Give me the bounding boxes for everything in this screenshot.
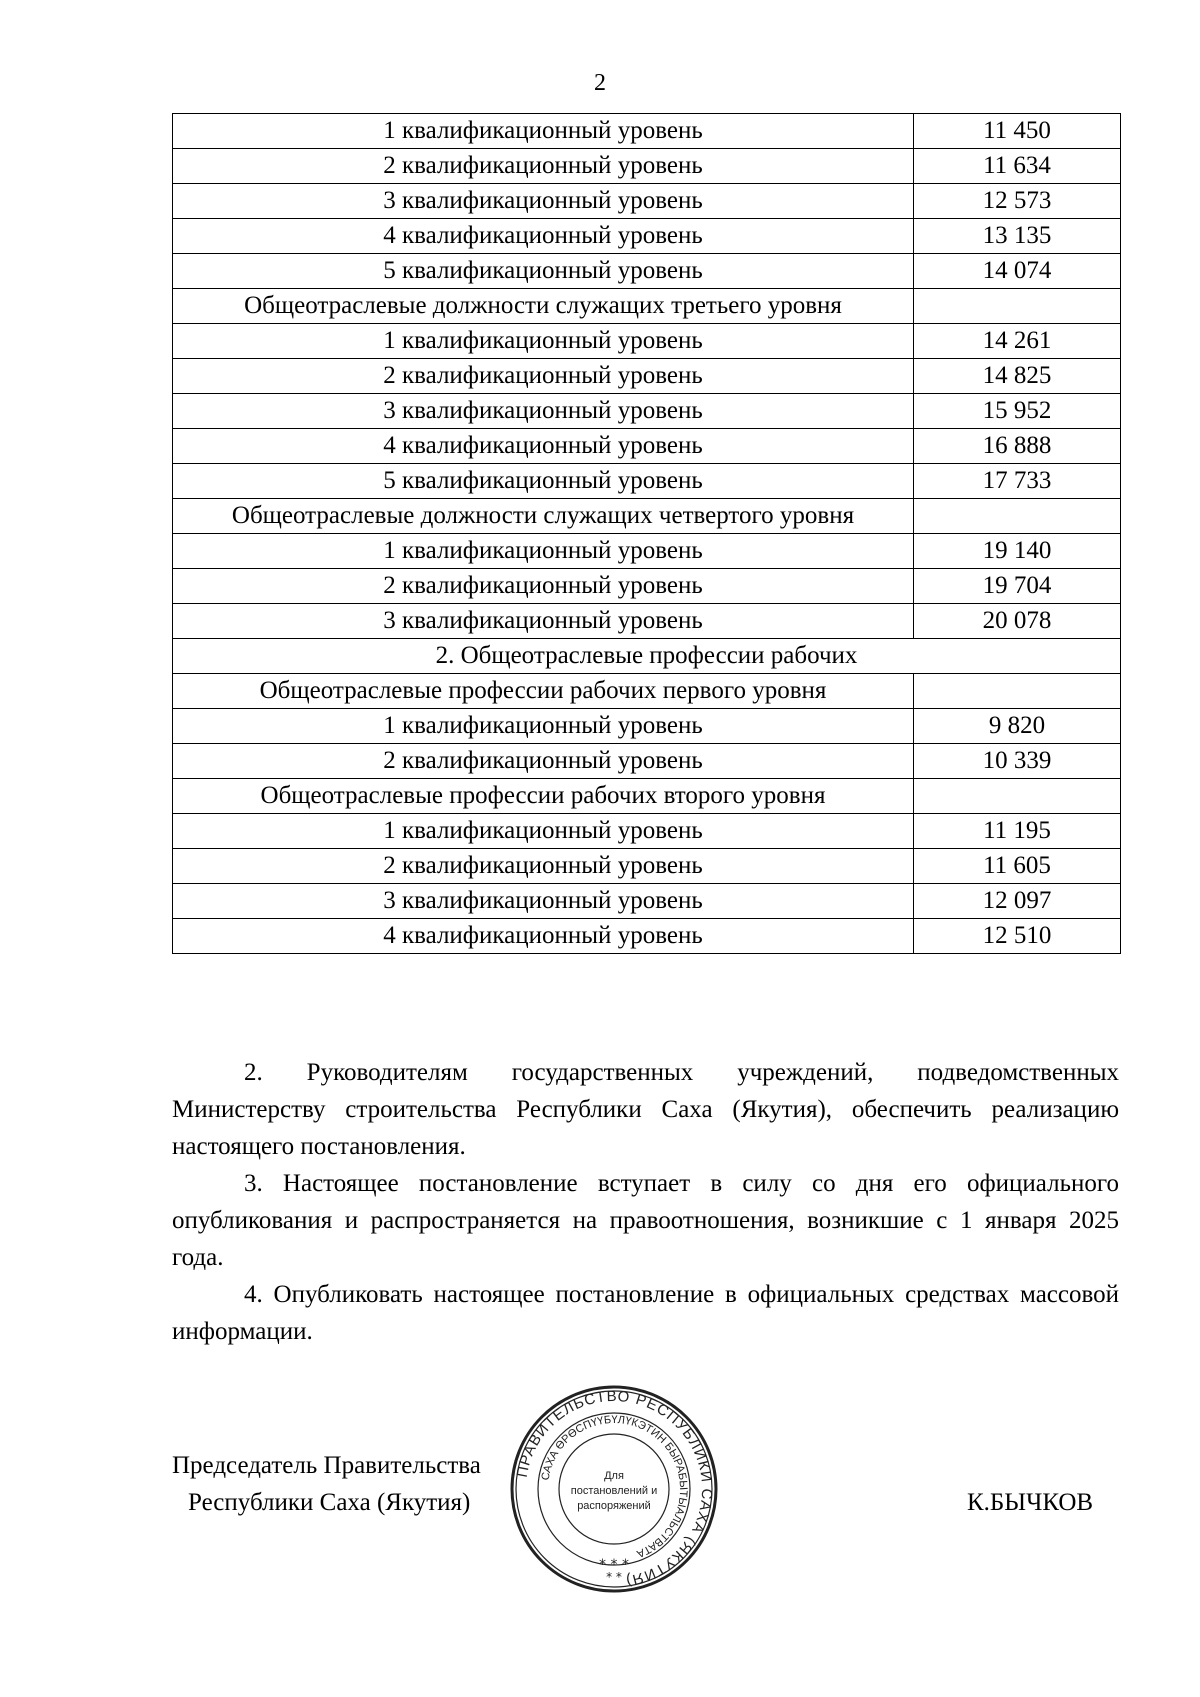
level-label-cell: Общеотраслевые должности служащих третьего уровня bbox=[173, 289, 914, 324]
level-label-cell: 5 квалификационный уровень bbox=[173, 254, 914, 289]
table-row bbox=[173, 534, 1121, 569]
salary-value-cell: 11 605 bbox=[914, 849, 1121, 884]
level-label-cell: 5 квалификационный уровень bbox=[173, 464, 914, 499]
table-row bbox=[173, 114, 1121, 149]
level-label-cell: 1 квалификационный уровень bbox=[173, 709, 914, 744]
level-label-cell: 1 квалификационный уровень bbox=[173, 534, 914, 569]
table-row bbox=[173, 744, 1121, 779]
level-label-cell: Общеотраслевые профессии рабочих второго уровня bbox=[173, 779, 914, 814]
salary-value-cell: 9 820 bbox=[914, 709, 1121, 744]
salary-value-cell: 14 261 bbox=[914, 324, 1121, 359]
paragraph-2: 2. Руководителям государственных учреждений, подведомственных Министерству строительства Республики Саха (Якутия), обеспечить реализацию настоящего постановления. bbox=[172, 1059, 1119, 1160]
table-row bbox=[173, 394, 1121, 429]
salary-table bbox=[172, 113, 1121, 954]
level-label-cell: 4 квалификационный уровень bbox=[173, 919, 914, 954]
table-row bbox=[173, 569, 1121, 604]
level-label-cell: 1 квалификационный уровень bbox=[173, 114, 914, 149]
seal-center-line1: Для bbox=[604, 1470, 624, 1482]
table-row bbox=[173, 919, 1121, 954]
paragraph-3: 3. Настоящее постановление вступает в силу со дня его официального опубликования и распространяется на правоотношения, возникшие с 1 января 2025 года. bbox=[172, 1170, 1119, 1271]
level-label-cell: 4 квалификационный уровень bbox=[173, 219, 914, 254]
table-row bbox=[173, 709, 1121, 744]
level-label-cell: 3 квалификационный уровень bbox=[173, 884, 914, 919]
table-row bbox=[173, 219, 1121, 254]
salary-value-cell: 20 078 bbox=[914, 604, 1121, 639]
seal-star-row-1: * * * bbox=[599, 1557, 629, 1573]
table-row bbox=[173, 324, 1121, 359]
level-label-cell: 3 квалификационный уровень bbox=[173, 184, 914, 219]
level-label-cell: 3 квалификационный уровень bbox=[173, 604, 914, 639]
signatory-name: К.БЫЧКОВ bbox=[967, 1489, 1094, 1516]
salary-value-cell: 11 195 bbox=[914, 814, 1121, 849]
level-label-cell: 2 квалификационный уровень bbox=[173, 569, 914, 604]
salary-value-cell bbox=[914, 779, 1121, 814]
salary-value-cell: 15 952 bbox=[914, 394, 1121, 429]
salary-value-cell: 11 450 bbox=[914, 114, 1121, 149]
level-label-cell: 2 квалификационный уровень bbox=[173, 359, 914, 394]
salary-value-cell: 17 733 bbox=[914, 464, 1121, 499]
table-row bbox=[173, 254, 1121, 289]
salary-value-cell bbox=[914, 674, 1121, 709]
level-label-cell: 1 квалификационный уровень bbox=[173, 324, 914, 359]
table-row bbox=[173, 814, 1121, 849]
table-row bbox=[173, 359, 1121, 394]
official-seal bbox=[509, 1384, 719, 1594]
table-row bbox=[173, 639, 1121, 674]
salary-value-cell: 10 339 bbox=[914, 744, 1121, 779]
table-row bbox=[173, 149, 1121, 184]
paragraph-4: 4. Опубликовать настоящее постановление в официальных средствах массовой информации. bbox=[172, 1281, 1119, 1345]
level-label-cell: 2 квалификационный уровень bbox=[173, 149, 914, 184]
signatory-title bbox=[172, 1447, 481, 1521]
table-row bbox=[173, 464, 1121, 499]
salary-value-cell: 19 140 bbox=[914, 534, 1121, 569]
level-label-cell: 3 квалификационный уровень bbox=[173, 394, 914, 429]
level-label-cell: 1 квалификационный уровень bbox=[173, 814, 914, 849]
salary-value-cell: 12 097 bbox=[914, 884, 1121, 919]
level-label-cell: 2 квалификационный уровень bbox=[173, 744, 914, 779]
salary-value-cell bbox=[914, 499, 1121, 534]
table-row bbox=[173, 604, 1121, 639]
table-row bbox=[173, 289, 1121, 324]
salary-value-cell: 13 135 bbox=[914, 219, 1121, 254]
seal-inner-text: САХА ӨРӨСПҮҮБҮЛҮКЭТИН БЫРАБЫТЫАЛЬСТВАТА bbox=[539, 1413, 690, 1560]
level-label-cell: Общеотраслевые должности служащих четвертого уровня bbox=[173, 499, 914, 534]
salary-value-cell: 19 704 bbox=[914, 569, 1121, 604]
salary-value-cell: 12 573 bbox=[914, 184, 1121, 219]
salary-value-cell bbox=[914, 289, 1121, 324]
seal-outer-text: ПРАВИТЕЛЬСТВО РЕСПУБЛИКИ САХА (ЯКУТИЯ) bbox=[513, 1387, 716, 1590]
signatory-title-line1: Председатель Правительства bbox=[172, 1452, 481, 1479]
table-row bbox=[173, 184, 1121, 219]
table-row bbox=[173, 499, 1121, 534]
table-row bbox=[173, 429, 1121, 464]
page-number: 2 bbox=[594, 70, 606, 96]
signatory-title-line2: Республики Саха (Якутия) bbox=[188, 1489, 471, 1516]
table-row bbox=[173, 674, 1121, 709]
seal-star-row-2: * * bbox=[606, 1570, 622, 1584]
salary-value-cell: 11 634 bbox=[914, 149, 1121, 184]
table-row bbox=[173, 849, 1121, 884]
salary-value-cell: 14 074 bbox=[914, 254, 1121, 289]
salary-value-cell: 14 825 bbox=[914, 359, 1121, 394]
resolution-paragraphs bbox=[172, 1054, 1119, 1350]
level-label-cell: Общеотраслевые профессии рабочих первого уровня bbox=[173, 674, 914, 709]
seal-center-line3: распоряжений bbox=[577, 1500, 651, 1512]
level-label-cell: 4 квалификационный уровень bbox=[173, 429, 914, 464]
seal-center-line2: постановлений и bbox=[570, 1485, 658, 1497]
section-heading-cell: 2. Общеотраслевые профессии рабочих bbox=[173, 639, 1121, 674]
table-row bbox=[173, 779, 1121, 814]
table-row bbox=[173, 884, 1121, 919]
level-label-cell: 2 квалификационный уровень bbox=[173, 849, 914, 884]
salary-value-cell: 12 510 bbox=[914, 919, 1121, 954]
salary-value-cell: 16 888 bbox=[914, 429, 1121, 464]
